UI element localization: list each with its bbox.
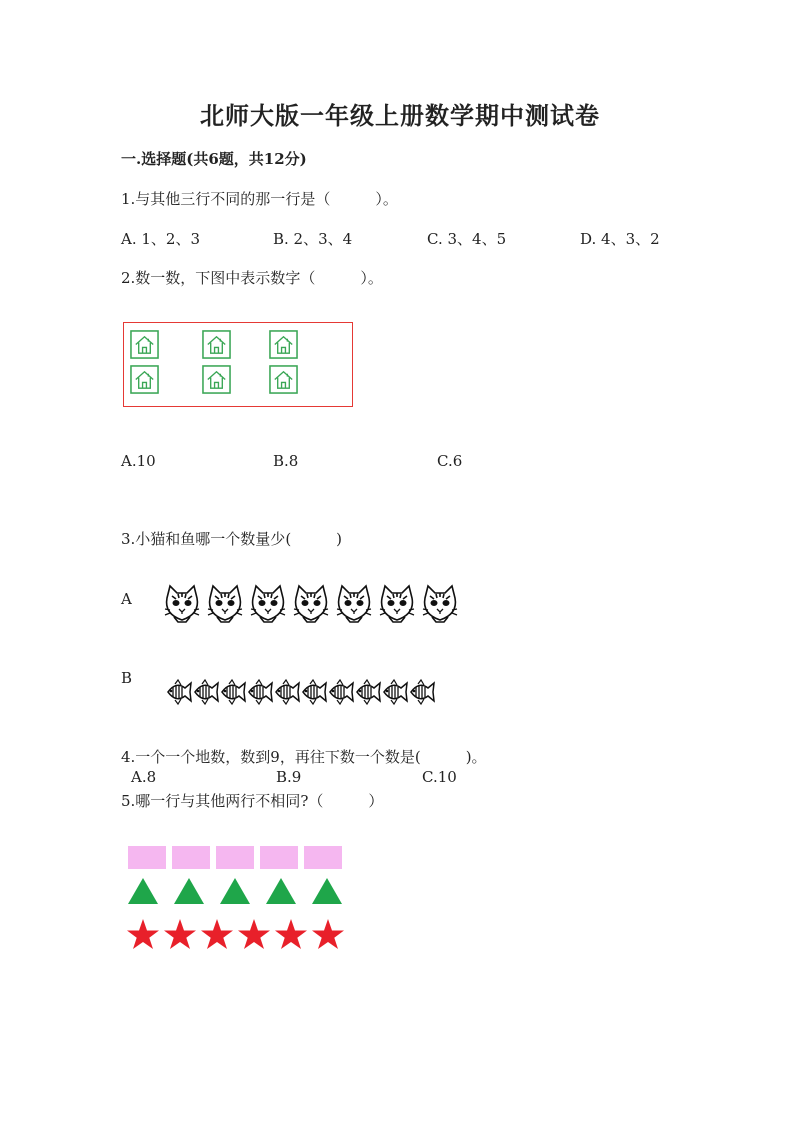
- q2-option-a: A.10: [121, 452, 156, 470]
- house-icon: [202, 330, 231, 359]
- q4-option-b: B.9: [276, 768, 302, 786]
- q1-option-c: C. 3、4、5: [427, 230, 507, 248]
- q3-label-b: B: [121, 669, 133, 687]
- section-heading: 一.选择题(共6题，共12分): [121, 150, 307, 168]
- question-1: 1.与其他三行不同的那一行是（ ）。: [121, 190, 398, 208]
- green-triangle: [266, 878, 296, 904]
- question-4: 4.一个一个地数，数到9，再往下数一个数是( )。: [121, 748, 487, 766]
- red-star: [201, 919, 233, 949]
- green-triangle: [220, 878, 250, 904]
- house-icon: [130, 330, 159, 359]
- house-picture-frame: [123, 322, 353, 407]
- q2-option-c: C.6: [437, 452, 463, 470]
- green-triangle: [174, 878, 204, 904]
- red-star: [275, 919, 307, 949]
- q1-option-d: D. 4、3、2: [580, 230, 660, 248]
- question-3: 3.小猫和鱼哪一个数量少( ): [121, 530, 343, 548]
- question-5: 5.哪一行与其他两行不相同?（ ）: [121, 792, 384, 810]
- q4-option-c: C.10: [422, 768, 457, 786]
- fish-icons: [165, 677, 440, 707]
- question-2: 2.数一数，下图中表示数字（ ）。: [121, 269, 383, 287]
- house-icon: [269, 330, 298, 359]
- red-star: [127, 919, 159, 949]
- q4-option-a: A.8: [131, 768, 157, 786]
- page-title: 北师大版一年级上册数学期中测试卷: [200, 101, 600, 130]
- red-star: [238, 919, 270, 949]
- pink-rectangle: [128, 846, 166, 869]
- green-triangle: [128, 878, 158, 904]
- fish-row: [165, 677, 440, 711]
- pink-rectangle: [260, 846, 298, 869]
- house-icon: [269, 365, 298, 394]
- shape-row-stars: [126, 918, 350, 952]
- cat-icons: [163, 582, 467, 624]
- house-icon: [202, 365, 231, 394]
- q1-option-a: A. 1、2、3: [121, 230, 200, 248]
- pink-rectangle: [172, 846, 210, 869]
- house-icon: [130, 365, 159, 394]
- red-star: [164, 919, 196, 949]
- pink-rectangle: [304, 846, 342, 869]
- red-star: [312, 919, 344, 949]
- cat-row: [163, 582, 467, 628]
- q2-option-b: B.8: [273, 452, 299, 470]
- green-triangle: [312, 878, 342, 904]
- q3-label-a: A: [121, 590, 132, 608]
- shape-row-triangles: [126, 876, 348, 906]
- q1-option-b: B. 2、3、4: [273, 230, 353, 248]
- pink-rectangle: [216, 846, 254, 869]
